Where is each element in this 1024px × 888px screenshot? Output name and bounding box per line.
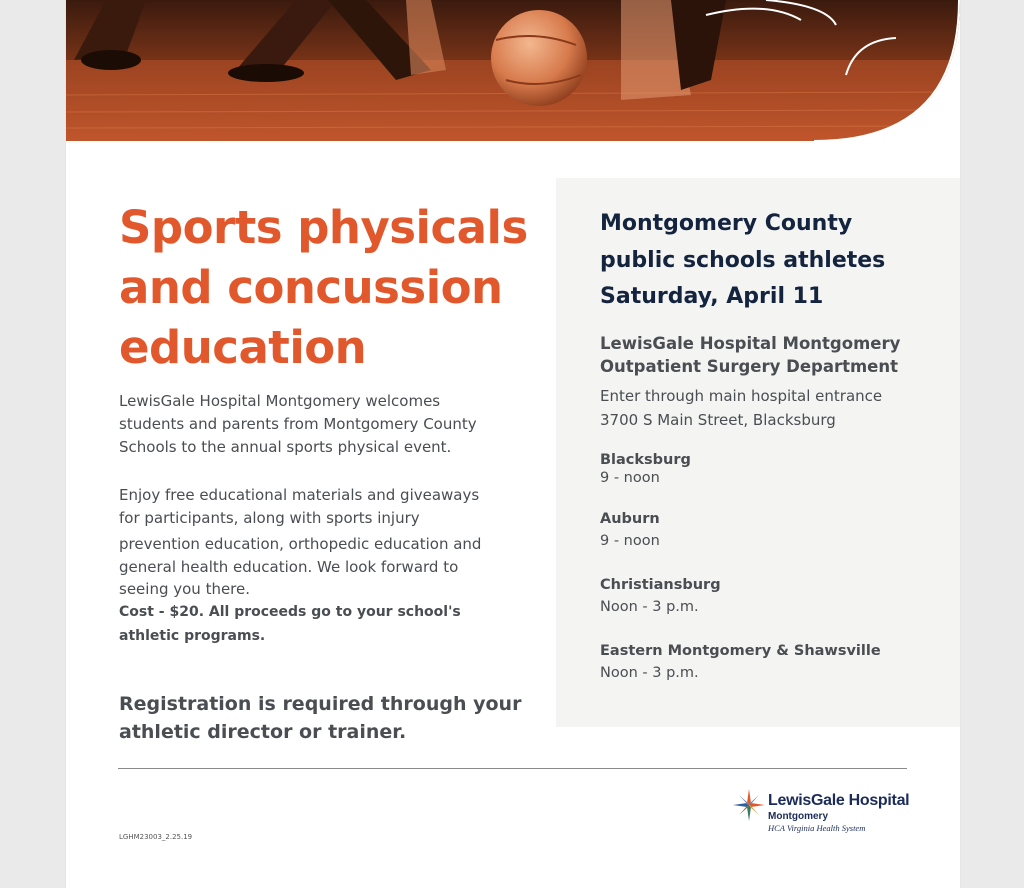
street-address: 3700 S Main Street, Blacksburg [600, 411, 836, 429]
panel-title-line-2: public schools athletes [600, 247, 886, 273]
intro-line-2: students and parents from Montgomery County [119, 415, 477, 433]
intro-line-3: Schools to the annual sports physical event. [119, 438, 452, 456]
cost-line-2: athletic programs. [119, 628, 266, 644]
document-code: LGHM23003_2.25.19 [119, 833, 193, 841]
location-time: Noon - 3 p.m. [600, 665, 699, 681]
location-item [600, 510, 660, 550]
panel-title [600, 206, 885, 316]
registration-note [119, 690, 521, 746]
location-name: Auburn [600, 511, 660, 527]
entrance-note: Enter through main hospital entrance [600, 387, 883, 405]
location-item [600, 576, 721, 616]
details-line-3: prevention education, orthopedic education and [119, 535, 482, 553]
venue-address [600, 384, 882, 432]
soccer-photo-icon [66, 0, 960, 141]
panel-title-line-1: Montgomery County [600, 211, 853, 236]
venue-line-1: LewisGale Hospital Montgomery [600, 334, 901, 353]
headline-line-3: education [119, 321, 367, 374]
registration-line-2: athletic director or trainer. [119, 721, 407, 743]
cost-line-1: Cost - $20. All proceeds go to your school's [119, 604, 461, 620]
details-paragraph [119, 484, 481, 599]
location-item [600, 451, 691, 487]
location-name: Blacksburg [600, 452, 691, 468]
footer-divider [118, 768, 907, 769]
headline-line-1: Sports physicals [119, 201, 528, 254]
cost-note [119, 600, 461, 648]
headline-line-2: and concussion [119, 261, 503, 314]
logo-health-system: HCA Virginia Health System [768, 823, 866, 833]
panel-event-date: Saturday, April 11 [600, 284, 824, 309]
intro-paragraph [119, 390, 477, 459]
details-line-4: general health education. We look forward to [119, 558, 459, 576]
details-line-5: seeing you there. [119, 580, 251, 598]
location-time: Noon - 3 p.m. [600, 599, 699, 615]
details-line-1: Enjoy free educational materials and giveaways [119, 486, 480, 504]
location-time: 9 - noon [600, 470, 660, 486]
location-item [600, 642, 881, 682]
logo-location: Montgomery [768, 811, 828, 822]
venue-line-2: Outpatient Surgery Department [600, 356, 898, 376]
venue-name [600, 333, 900, 378]
location-name: Eastern Montgomery & Shawsville [600, 643, 881, 659]
hospital-logo [731, 787, 911, 835]
logo-hospital-name: LewisGale Hospital [768, 792, 910, 809]
compass-star-icon [731, 787, 767, 823]
headline [119, 198, 539, 378]
location-name: Christiansburg [600, 577, 721, 593]
intro-line-1: LewisGale Hospital Montgomery welcomes [119, 392, 441, 410]
location-time: 9 - noon [600, 533, 660, 549]
hero-image [66, 0, 960, 141]
details-line-2: for participants, along with sports injury [119, 509, 420, 527]
registration-line-1: Registration is required through your [119, 693, 522, 715]
